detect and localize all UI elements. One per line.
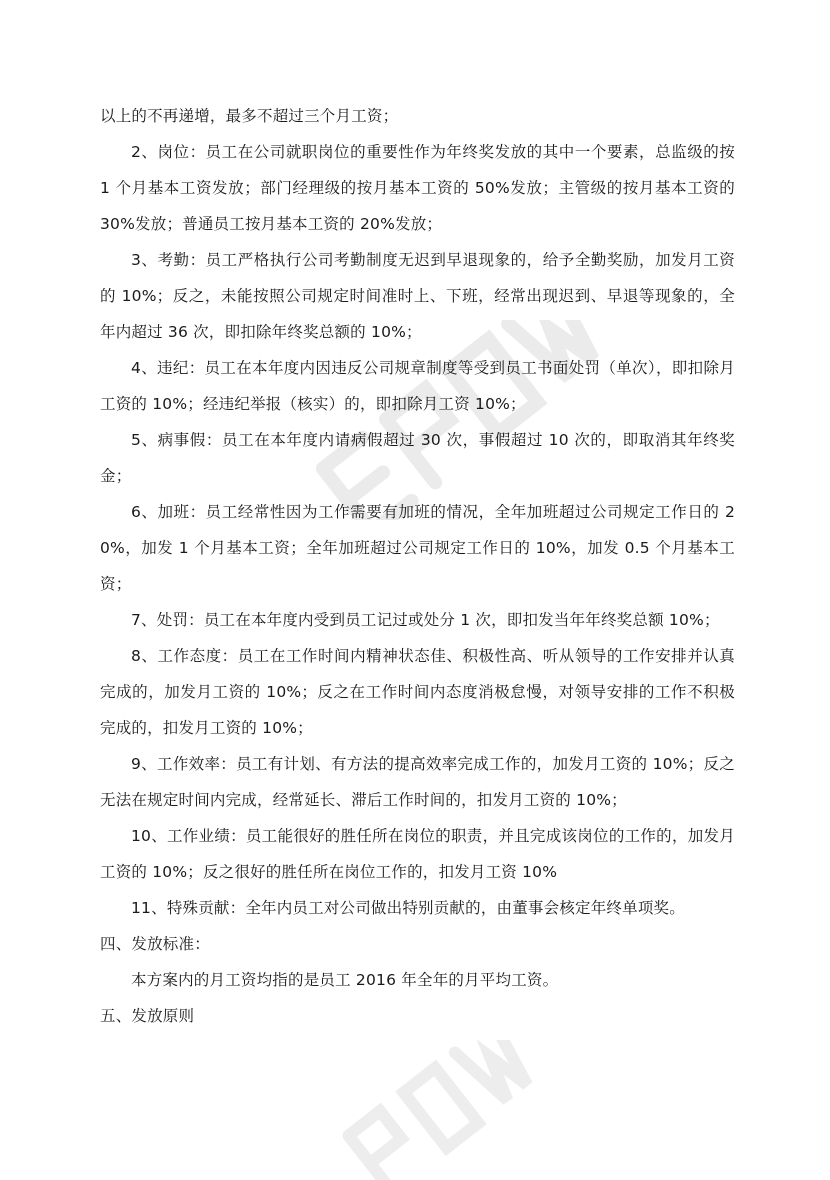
paragraph-item-leave: 5、病事假：员工在本年度内请病假超过 30 次，事假超过 10 次的，即取消其年终奖金； xyxy=(100,431,735,485)
document-body xyxy=(100,98,735,1034)
paragraph-item-discipline: 4、违纪：员工在本年度内因违反公司规章制度等受到员工书面处罚（单次），即扣除月工资的 10%；经违纪举报（核实）的，即扣除月工资 10%； xyxy=(100,359,735,413)
paragraph-item-contribution: 11、特殊贡献：全年内员工对公司做出特别贡献的，由董事会核定年终单项奖。 xyxy=(131,899,685,917)
paragraph-item-attendance: 3、考勤：员工严格执行公司考勤制度无迟到早退现象的，给予全勤奖励，加发月工资的 10%；反之，未能按照公司规定时间准时上、下班，经常出现迟到、早退等现象的，全年内超过 36 次，即扣除年终奖总额的 10%； xyxy=(100,251,735,341)
paragraph-continuation: 以上的不再递增，最多不超过三个月工资； xyxy=(100,107,399,125)
section-heading-standard: 四、发放标准： xyxy=(100,935,210,953)
paragraph-item-performance: 10、工作业绩：员工能很好的胜任所在岗位的职责，并且完成该岗位的工作的，加发月工资的 10%；反之很好的胜任所在岗位工作的，扣发月工资 10% xyxy=(100,827,735,881)
paragraph-item-overtime: 6、加班：员工经常性因为工作需要有加班的情况，全年加班超过公司规定工作日的 20%，加发 1 个月基本工资；全年加班超过公司规定工作日的 10%，加发 0.5 个月基本工资； xyxy=(100,503,735,593)
paragraph-item-attitude: 8、工作态度：员工在工作时间内精神状态佳、积极性高、听从领导的工作安排并认真完成的，加发月工资的 10%；反之在工作时间内态度消极怠慢，对领导安排的工作不积极完成的，扣发月工资的 10%； xyxy=(100,647,735,737)
paragraph-item-penalty: 7、处罚：员工在本年度内受到员工记过或处分 1 次，即扣发当年年终奖总额 10%； xyxy=(131,611,720,629)
paragraph-item-position: 2、岗位：员工在公司就职岗位的重要性作为年终奖发放的其中一个要素，总监级的按 1 个月基本工资发放；部门经理级的按月基本工资的 50%发放；主管级的按月基本工资的 30%发放；普通员工按月基本工资的 20%发放； xyxy=(100,143,735,233)
paragraph-standard: 本方案内的月工资均指的是员工 2016 年全年的月平均工资。 xyxy=(131,971,559,989)
paragraph-item-efficiency: 9、工作效率：员工有计划、有方法的提高效率完成工作的，加发月工资的 10%；反之无法在规定时间内完成，经常延长、滞后工作时间的，扣发月工资的 10%； xyxy=(100,755,735,809)
section-heading-principle: 五、发放原则 xyxy=(100,1007,195,1025)
corner-watermark-icon xyxy=(300,1040,560,1180)
